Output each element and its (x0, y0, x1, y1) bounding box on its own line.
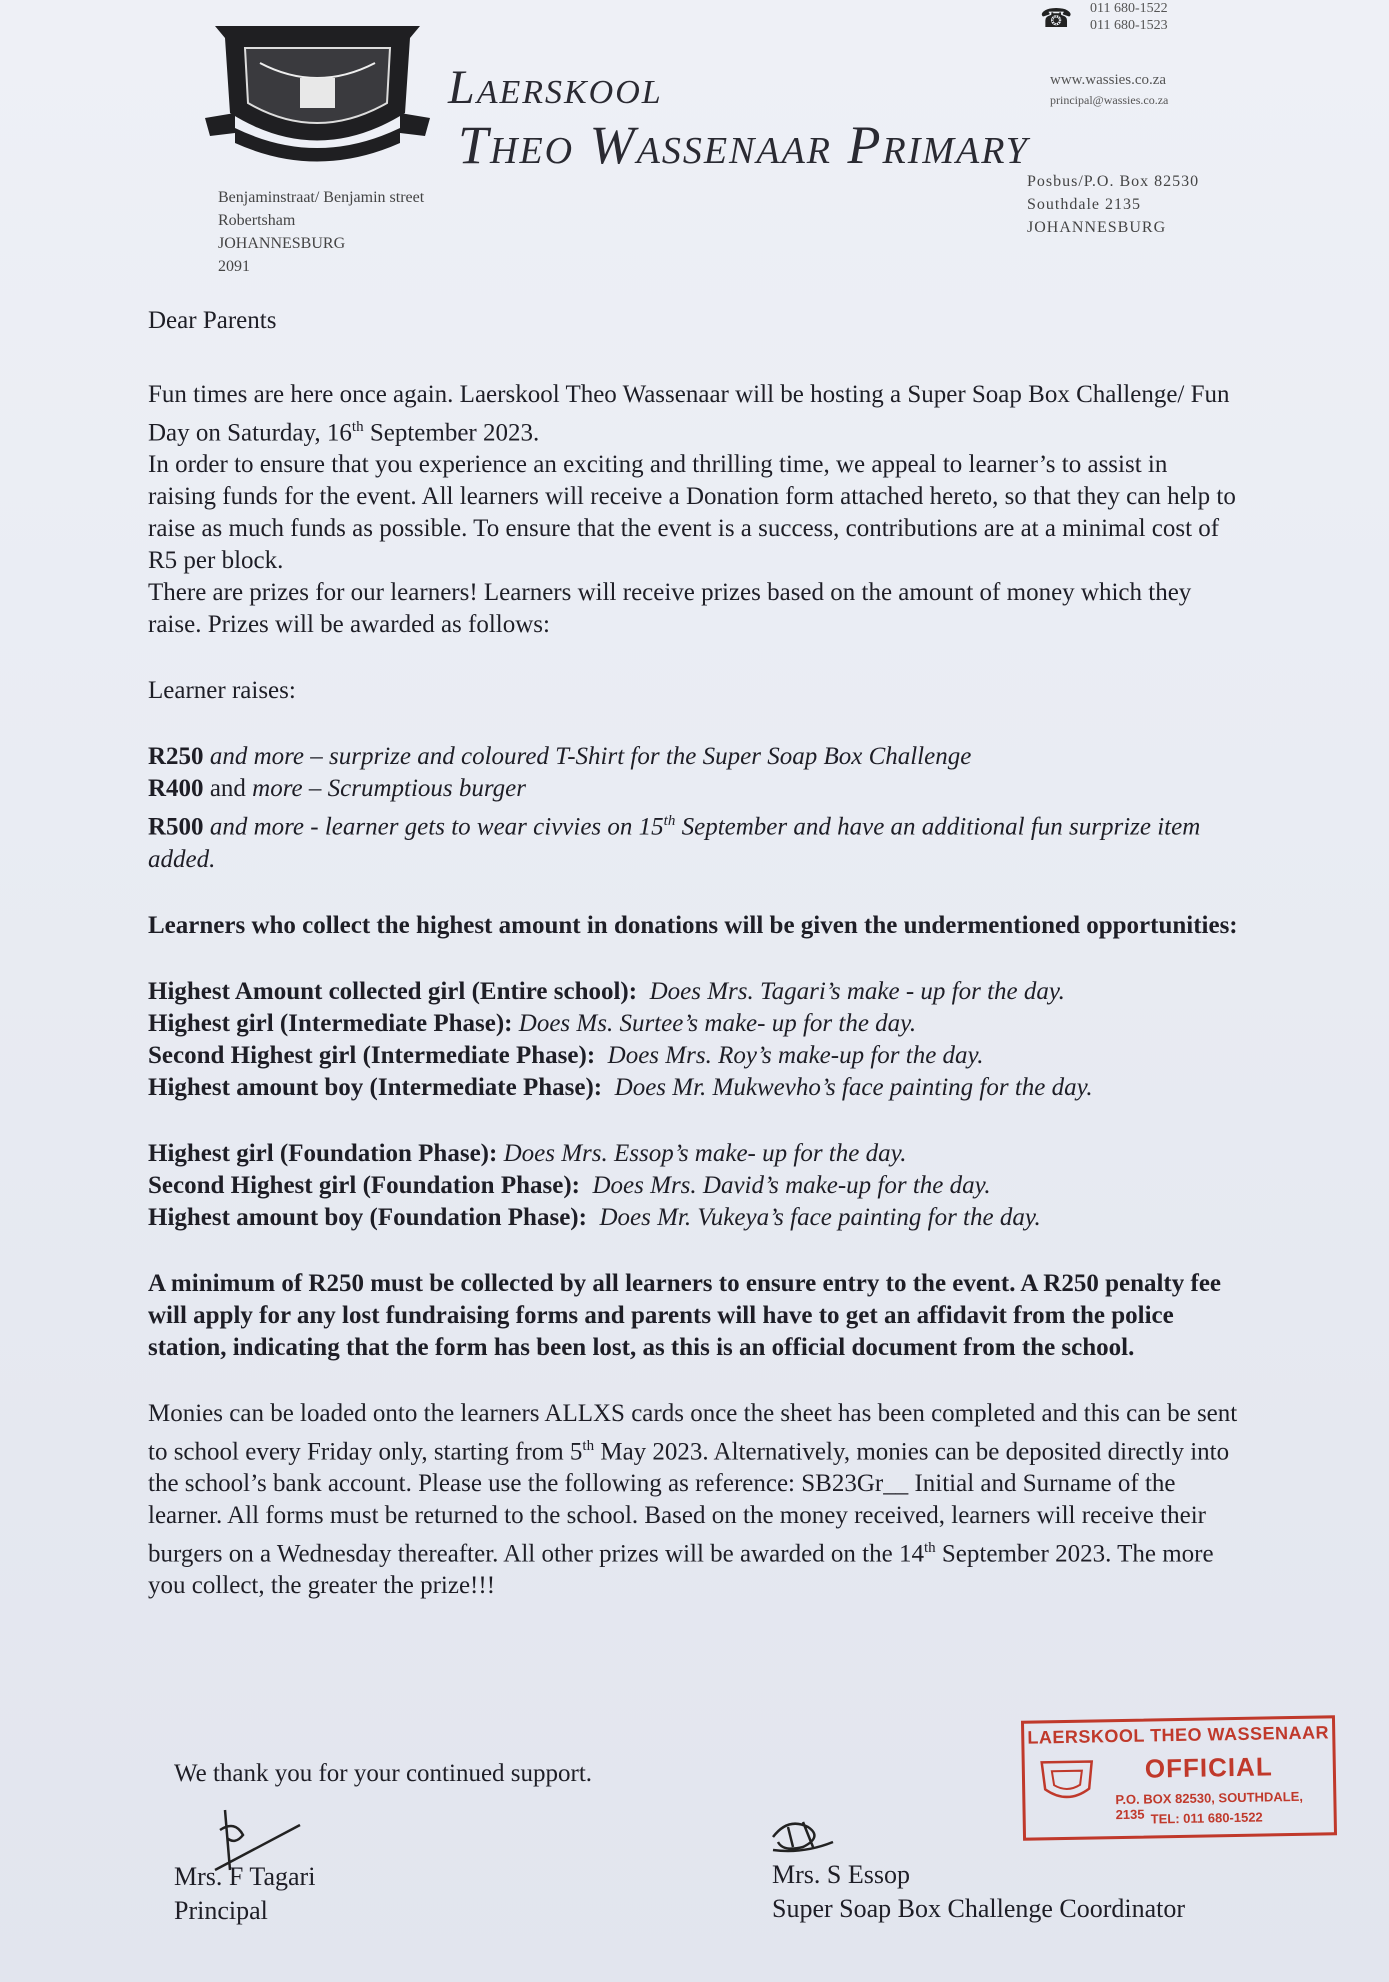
award-label: Highest amount boy (Foundation Phase): (148, 1203, 587, 1231)
coordinator-title: Super Soap Box Challenge Coordinator (772, 1894, 1186, 1923)
phone-icon: ☎ (1040, 4, 1073, 33)
award-label: Highest amount boy (Intermediate Phase): (148, 1073, 603, 1101)
intro-date: September 2023. (363, 419, 540, 447)
prize-text: more – Scrumptious burger (252, 775, 526, 803)
award-label: Highest girl (Foundation Phase): (148, 1139, 498, 1167)
prize-text: and more - learner gets to wear civvies on 15 (203, 813, 664, 841)
school-crest-logo (205, 18, 430, 170)
award-line (148, 976, 1238, 1008)
raises-heading: Learner raises: (148, 677, 296, 705)
letter-body (148, 305, 1238, 1602)
monies-text: September 2023. The more you collect, the greater the prize!!! (148, 1540, 1214, 1600)
superscript: th (351, 419, 364, 435)
award-text: Does Mr. Mukwevho’s face painting for the day. (614, 1073, 1093, 1101)
award-line (148, 1072, 1238, 1104)
intro-text: Fun times are here once again. Laerskool Theo Wassenaar will be hosting a Super Soap Box Challenge/ Fun Day on Saturday, 16 (148, 381, 1230, 447)
award-label: Second Highest girl (Intermediate Phase): (148, 1041, 596, 1069)
official-stamp (1021, 1715, 1337, 1840)
prize-text: September and have an additional fun surprize item added. (148, 813, 1201, 873)
website: www.wassies.co.za (1050, 72, 1167, 88)
greeting: Dear Parents (148, 307, 277, 334)
email: principal@wassies.co.za (1050, 93, 1169, 107)
prize-amount: R500 (148, 813, 204, 841)
monies-text: May 2023. Alternatively, monies can be deposited directly into the school’s bank account. Please use the following as reference: SB23Gr__ Initial and Surname of the learner. All forms must be returned to the school. Based on the money received, learners will receive their burgers on a Wednesday thereafter. All other prizes will be awarded on the 14 (148, 1437, 1230, 1568)
web-contact (1050, 70, 1168, 110)
award-text: Does Mrs. Essop’s make- up for the day. (503, 1139, 907, 1167)
address-line: JOHANNESBURG (1027, 219, 1167, 236)
stamp-school-name: LAERSKOOL THEO WASSENAAR (1027, 1722, 1330, 1748)
monies-text: Monies can be loaded onto the learners ALLXS cards once the sheet has been completed and this can be sent to school every Friday only, starting from 5 (148, 1399, 1238, 1465)
paragraph-intro (148, 379, 1238, 449)
phone-numbers (1090, 0, 1168, 34)
award-line (148, 1008, 1238, 1040)
paragraph-monies (148, 1398, 1238, 1603)
street-address (218, 186, 424, 278)
prize-tier (148, 741, 1238, 773)
stamp-crest-icon (1037, 1756, 1098, 1807)
address-line: Robertsham (218, 212, 296, 229)
stamp-tel: TEL: 011 680-1522 (1150, 1809, 1263, 1827)
award-text: Does Ms. Surtee’s make- up for the day. (518, 1009, 917, 1037)
postal-address (1027, 170, 1199, 239)
school-name-line2: Theo Wassenaar Primary (458, 115, 1029, 175)
thanks-line: We thank you for your continued support. (174, 1760, 593, 1787)
coordinator-signoff (772, 1858, 1185, 1926)
principal-name: Mrs. F Tagari (174, 1862, 316, 1891)
prize-tier (148, 773, 1238, 805)
school-name (448, 62, 1029, 176)
award-label: Second Highest girl (Foundation Phase): (148, 1171, 580, 1199)
coordinator-signature (768, 1812, 838, 1858)
phone-2: 011 680-1523 (1090, 18, 1168, 33)
award-text: Does Mrs. Tagari’s make - up for the day. (649, 977, 1065, 1005)
award-line (148, 1202, 1238, 1234)
prize-amount: R250 (148, 743, 204, 771)
principal-signoff (174, 1860, 315, 1928)
award-line (148, 1138, 1238, 1170)
stamp-official: OFFICIAL (1144, 1751, 1273, 1784)
superscript: th (663, 813, 676, 830)
superscript: th (582, 1437, 595, 1454)
paragraph-prizes: There are prizes for our learners! Learners will receive prizes based on the amount of money which they raise. Prizes will be awarded as follows: (148, 579, 1192, 639)
award-label: Highest Amount collected girl (Entire school): (148, 977, 638, 1005)
address-line: Posbus/P.O. Box 82530 (1027, 173, 1200, 190)
award-text: Does Mrs. Roy’s make-up for the day. (607, 1041, 984, 1069)
award-line (148, 1040, 1238, 1072)
school-name-line1: Laerskool (448, 61, 663, 114)
award-text: Does Mrs. David’s make-up for the day. (592, 1171, 991, 1199)
awards-intermediate (148, 976, 1238, 1104)
address-line: JOHANNESBURG (218, 235, 346, 252)
prize-amount: R400 (148, 775, 204, 803)
award-text: Does Mr. Vukeya’s face painting for the day. (599, 1203, 1041, 1231)
award-label: Highest girl (Intermediate Phase): (148, 1009, 513, 1037)
paragraph-appeal: In order to ensure that you experience an exciting and thrilling time, we appeal to learner’s to assist in raising funds for the event. All learners will receive a Donation form attached hereto, so that they can help to raise as much funds as possible. To ensure that the event is a success, contributions are at a minimal cost of R5 per block. (148, 451, 1236, 575)
superscript: th (923, 1539, 936, 1556)
phone-1: 011 680-1522 (1090, 1, 1168, 16)
awards-foundation (148, 1138, 1238, 1234)
principal-title: Principal (174, 1896, 268, 1925)
address-line: 2091 (218, 258, 250, 275)
prize-and: and (203, 775, 253, 803)
coordinator-name: Mrs. S Essop (772, 1860, 910, 1889)
award-line (148, 1170, 1238, 1202)
address-line: Southdale 2135 (1027, 196, 1141, 213)
address-line: Benjaminstraat/ Benjamin street (218, 189, 425, 206)
minimum-notice: A minimum of R250 must be collected by all learners to ensure entry to the event. A R250 penalty fee will apply for any lost fundraising forms and parents will have to get an affidavit from the police station, indicating that the form has been lost, as this is an official document from the school. (148, 1269, 1222, 1361)
opportunities-heading: Learners who collect the highest amount in donations will be given the undermentioned opportunities: (148, 911, 1238, 939)
prize-tier (148, 805, 1238, 875)
stamp-address: P.O. BOX 82530, SOUTHDALE, 2135 (1115, 1788, 1304, 1823)
prize-text: and more – surprize and coloured T-Shirt for the Super Soap Box Challenge (203, 743, 972, 771)
